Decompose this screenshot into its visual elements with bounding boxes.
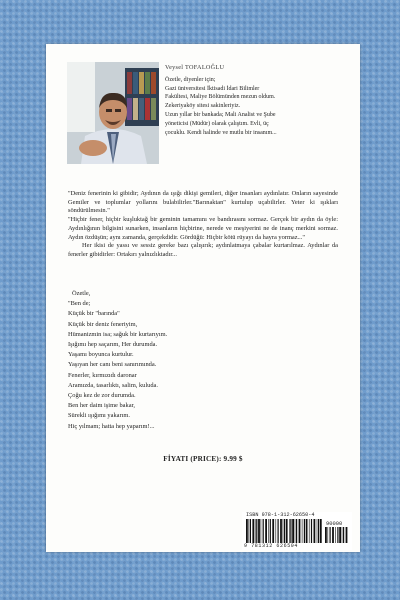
poem-line: Hümanizmin isa; sağuk bir kurtarıyım. <box>68 330 168 338</box>
poem-line: Hiç yılmam; hatta hep yaparım!... <box>68 422 155 430</box>
poem-line: Işığımı hep saçarım, Her durumda. <box>68 341 158 349</box>
blurb-paragraph: Her ikisi de yassı ve sessiz gereke bazı çalışırık; aydınlatmaya çabalar kurtarılmaz. Aydınlar da fenerler gibidirler: Ortakırı yalnızlıktadır... <box>68 242 338 258</box>
poem-line: Aramızda, tasarlıktı, salim, kuluda. <box>68 381 158 389</box>
author-name: Veysel TOFALOĞLU <box>165 64 225 71</box>
poem-line: Fenerler, kırmızıdı daronar <box>68 371 137 379</box>
price-label: FİYATI (PRICE): 9.99 $ <box>163 455 243 463</box>
poem-line: Yaşamı boyunca kurtulur. <box>68 351 134 359</box>
back-cover-panel <box>46 44 360 552</box>
bio-line: Fakültesi, Maliye Bölümünden mezun oldum. <box>165 94 276 101</box>
blurb-paragraph: "Hiçbir fener, hiçbir kuşluktağ bir geminin tamamını ve bandırasını sormaz. Gerçek bir aydın da öyle: Aydınlığının bilgisini sunarken, insanların hiçbirine, nerede ve meşiyerini ne de inanç merkini sormaz. Aydın özdüşün; aynı zamanda, gerçekdidir. Gördüğü: Hiçbir kötü rüyayı da hayra yormaz..." <box>68 216 338 241</box>
author-bio <box>165 64 353 137</box>
poem-intro: Özetle, <box>72 290 91 297</box>
poem-line: Küçük bir "barında" <box>68 310 120 318</box>
poem-line: Küçük bir deniz feneriyim, <box>68 320 138 328</box>
bio-line: Gazi üniversitesi İktisadi İdari Bilimler <box>165 85 260 92</box>
poem <box>68 289 338 432</box>
bio-line: Zekeriyaköy sitesi sakinleriyiz. <box>165 103 241 110</box>
poem-line: Çoğu kez de zor durumda. <box>68 392 136 400</box>
blurb-text <box>68 190 338 260</box>
isbn-text: ISBN 978-1-312-62650-4 <box>246 512 315 518</box>
poem-line: Yaşıyan her canı beni sanırımında. <box>68 361 157 369</box>
bio-line: çocuklu. Kendi halinde ve mutlu bir insanım... <box>165 129 277 136</box>
bio-line: yöneticisi (Müdür) olarak çalıştım. Evli, üç <box>165 120 269 127</box>
poem-line: Ben her daim işime bakar, <box>68 402 136 410</box>
bio-line: Uzun yıllar bir bankada; Mali Analist ve Şube <box>165 111 276 118</box>
barcode-addon-bars <box>325 527 349 543</box>
poem-line: "Ben de; <box>68 300 91 308</box>
isbn-barcode <box>242 512 352 550</box>
poem-line: Sürekli ışığımı yakarım. <box>68 412 130 420</box>
author-photo <box>67 62 159 164</box>
barcode-price-code: 90000 <box>326 521 343 527</box>
bio-line: Özetle, diyenler için; <box>165 76 216 83</box>
blurb-paragraph: "Deniz fenerinin ki gibidir; Aydının da ışığı dikişi gemileri, diğer insanları aydınlatır. Onların sayesinde Gemiler ve toplumlar yollarını bulabilirler."Barınaktan" kurtulup uçabilirler. Yeter ki ışıkları söndürülmesin." <box>68 190 338 215</box>
barcode-bars <box>246 519 322 543</box>
ean-digits: 9 781312 626504 <box>244 543 299 549</box>
